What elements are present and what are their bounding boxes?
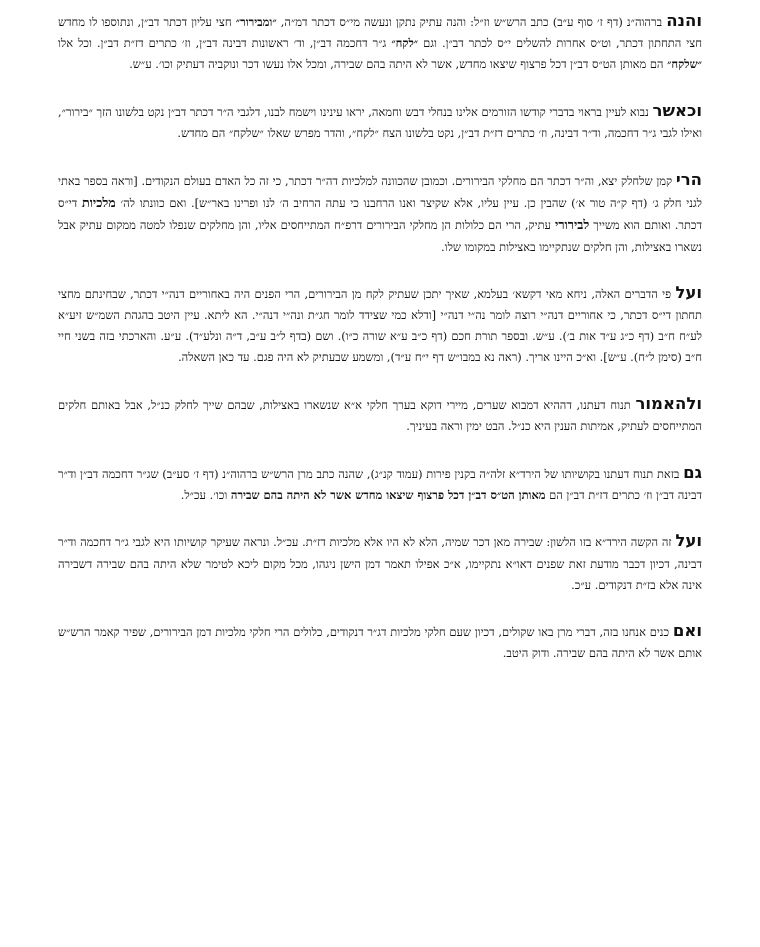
emphasis-text: ״לקח״: [391, 36, 419, 51]
paragraph-lead-word: ואם: [672, 621, 702, 641]
paragraph-lead-word: ועל: [675, 531, 702, 551]
paragraph-lead-word: ולהאמור: [635, 393, 702, 413]
paragraph-text: קמן שלחלק יצא, וה״ר דכתר הם מחלקי הבירורים. וכמובן שהכוונה למלכיות דה״ר דכתר, כי זה כל האדם בעולם הנקודים. [וראה בספר באתי לגני חלק ג׳ (דף ק״ה טור א׳) שהבין כן. עיין עליו, אלא שקיצר ואנו הרחבנו כי עתה הרחיב ה׳ לנו ופרינו באר״ש]. ואם כוונתו לה׳: [58, 174, 702, 211]
paragraph-1: [58, 10, 702, 76]
emphasis-text: ״שלקח״: [667, 57, 702, 72]
paragraph-lead-word: גם: [683, 463, 702, 483]
paragraph-8: [58, 620, 702, 664]
paragraph-text: עתיק, הרי הם כלולות הן מחלקי הבירורים דרפ״ח המתייחסים אליו, והן מחלקים שנפלו למטה ממקום עתיק אבל נשארו באצילות, והן חלקים שנתקיימו באצילות במקומו שלו.: [58, 218, 702, 254]
paragraph-7: [58, 530, 702, 596]
paragraph-text: וכו׳. עכ״ל.: [180, 488, 231, 503]
paragraph-text: די״ס דכתר. ואותם הוא משייך: [58, 196, 702, 233]
paragraph-5: [58, 393, 702, 437]
paragraph-text: כנים אנחנו בזה, דברי מרן באו שקולים, דכיון שעם חלקי מלכיות דג״ר דנקודים, כלולים הרי חלקי מלכיות דמן הבירורים, שפיר קאמר הרש״ש אותם אשר לא היתה בהם שבירה. ודוק היטב.: [58, 625, 702, 661]
paragraph-text: זה הקשה הירד״א בזו הלשון: שבירה מאן דכר שמיה, הלא לא היו אלא מלכיות דז״ת. עכ״ל. ונראה שעיקר קושיותו היא לגבי ג״ר דחכמה וד״ר דבינה, דכיון דכבר מודעת זאת שפנים דאו״א נתקיימו, א״כ אפילו תאמר דמן הישן ניגהו, מכל מקום ליכא לטימר שלא היתה בהם שבירה דשבירה אינה אלא בז״ת דנקודים. ע״כ.: [58, 535, 702, 592]
paragraph-text: בזאת תנוח דעתנו בקושיותו של הירד״א זלה״ה בקנין פירות (עמוד קנ״ג), שהנה כתב מרן הרש״ש ברהוה״נ (דף ז׳ סע״ב) שג״ר דחכמה דב״ן וד״ר דבינה דב״ן וז׳ כתרים דז״ת דב״ן הם: [58, 467, 702, 503]
paragraph-text: חצי עליון דכתר דב״ן, ונתוספו לו מחדש חצי התחתון דכתר, וט״ס אחרות להשלים י״ס לכתר דב״ן. וגם: [58, 15, 702, 51]
emphasis-text: ״ומבירור״: [235, 15, 277, 29]
paragraph-text: ג״ר דחכמה דב״ן, וד׳ ראשונות דבינה דב״ן, וז׳ כתרים דז״ת דב״ן. וכל אלו: [58, 36, 392, 51]
paragraph-text: הם מאותן הט״ס דב״ן דכל פרצוף שיצאו מחדש, אשר לא היתה בהם שבירה, ומכל אלו נעשו דכר ונוקביה דעתיק וכו׳. ע״ש.: [129, 57, 668, 72]
paragraph-6: [58, 462, 702, 506]
paragraph-text: ברהוה״נ (דף ז׳ סוף ע״ב) כתב הרש״ש וז״ל: והנה עתיק נתקן ונעשה מי״ס דכתר דמ״ה,: [276, 15, 667, 29]
paragraph-lead-word: וכאשר: [652, 100, 702, 120]
paragraph-text: נבוא לעיין בראוי בדברי קודשו הזורמים אלינו בנחלי דבש וחמאה, יראו עינינו וישמח לבנו, דלגבי ה״ר דכתר דב״ן נקט בלשונו הזך ״בירור״, ואילו לגבי ג״ר דחכמה, וד״ר דבינה, וז׳ כתרים דז״ת דב״ן, נקט בלשונו הצח ״לקח״, והדר מפרש שאלו ״שלקח״ הם מחדש.: [58, 104, 702, 140]
emphasis-text: לבירורי: [555, 217, 590, 233]
paragraph-4: [58, 282, 702, 369]
paragraph-text: תנוח דעתנו, דההיא דמבוא שערים, מיירי דוקא בערך חלקי א״א שנשארו באצילות, שבהם שייך לחלק כנ״ל, אבל באותם חלקים המתייחסים לעתיק, אמיתות הענין היא כנ״ל. הבט ימין וראה בעיניך.: [58, 397, 702, 433]
paragraph-lead-word: הרי: [675, 170, 702, 190]
paragraph-lead-word: והנה: [666, 11, 703, 30]
paragraph-lead-word: ועל: [675, 282, 702, 302]
paragraph-2: [58, 100, 702, 144]
emphasis-text: מלכיות: [82, 195, 116, 211]
paragraph-3: [58, 169, 702, 258]
emphasis-text: מאותן הט״ס דב״ן דכל פרצוף שיצאו מחדש אשר לא היתה בהם שבירה: [230, 488, 546, 503]
paragraph-text: פי הדברים האלה, ניחא מאי דקשא׳ בעלמא, שאיך יתכן שעתיק לקח מן הבירורים, הרי הפנים היה באחוריים דנה״י דכתר, שבחינתם מחצי תחתון די״ס דכתר, כי אחוריים דנה״י רוצה לומר נה״י דנה״י [ודלא כמי שצידד לומר חג״ת ונה״י דנה״י. הא ליתא. עיין היטב בהגהת השמ״ש זיע״א לע״ח ח״ב (דף כ״ג ע״ד אות ב׳). ע״ש. ובספר תורת חכם (דף כ״ב ע״א שורה כ״ו). ושם (בדף ל״ב ע״ב, ד״ה ונלע״ד). ע״ע. והארכתי בזה בשני חיי ח״ב (סימן ל״ח). ע״ש]. וא״כ היינו אריך. (ראה נא במבו״ש דף י״ח ע״ד), ומשמע שבעתיק לא היה פגם. עד כאן השאלה.: [58, 286, 702, 365]
